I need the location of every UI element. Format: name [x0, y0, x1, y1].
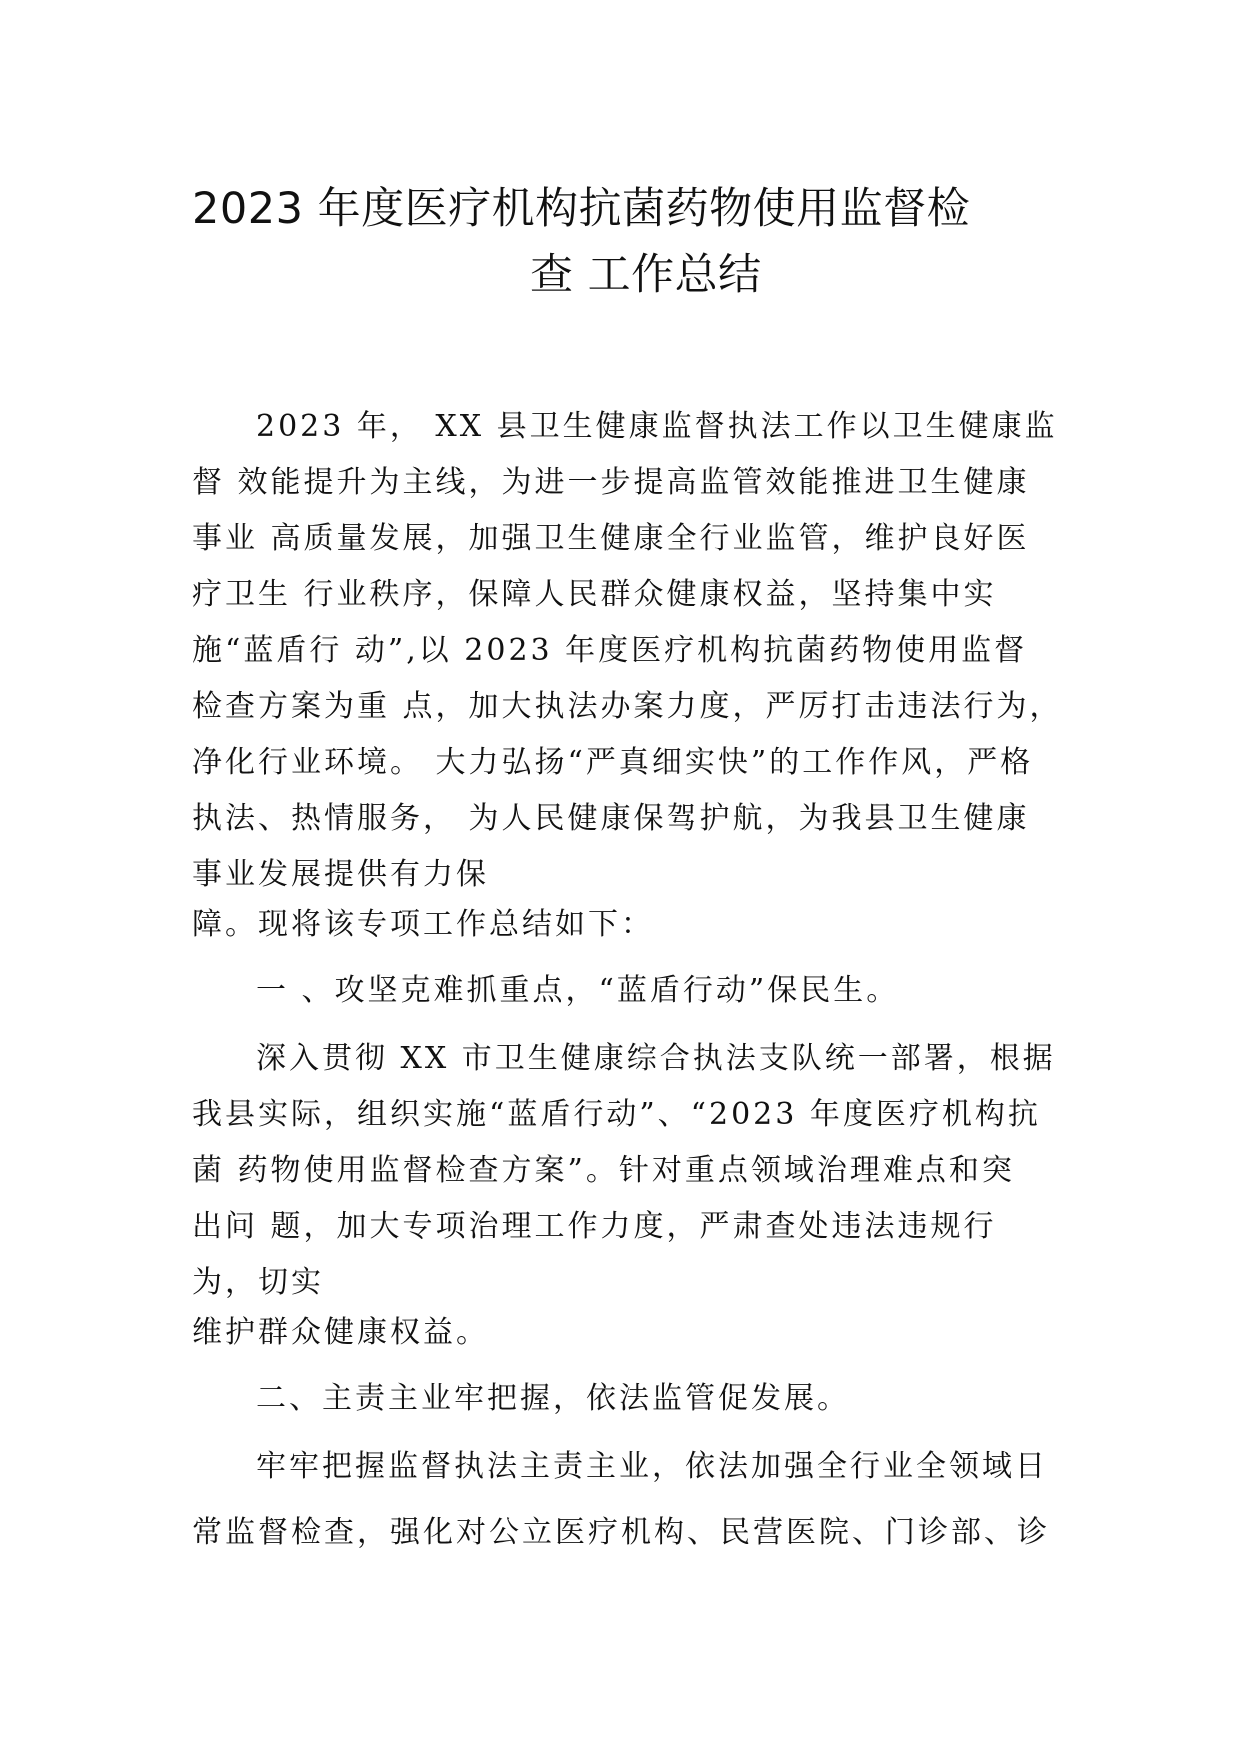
paragraph-1-line-8: 执法、热情服务， 为人民健康保驾护航，为我县卫生健康	[192, 801, 1030, 836]
paragraph-1-line-2: 督 效能提升为主线，为进一步提高监管效能推进卫生健康	[192, 465, 1030, 500]
section-heading-2: 二、主责主业牢把握，依法监管促发展。	[256, 1381, 850, 1416]
section-heading-1: 一 、攻坚克难抓重点，“蓝盾行动”保民生。	[256, 973, 900, 1008]
paragraph-1-line-6: 检查方案为重 点，加大执法办案力度，严厉打击违法行为，	[192, 689, 1063, 724]
paragraph-2-line-6: 维护群众健康权益。	[192, 1315, 489, 1350]
paragraph-2-line-5: 为，切实	[192, 1265, 324, 1300]
document-title-line-1: 2023 年度医疗机构抗菌药物使用监督检	[192, 184, 971, 234]
paragraph-1-line-9: 事业发展提供有力保	[192, 857, 489, 892]
paragraph-2-line-1: 深入贯彻 XX 市卫生健康综合执法支队统一部署，根据	[256, 1041, 1056, 1076]
paragraph-1-line-1: 2023 年， XX 县卫生健康监督执法工作以卫生健康监	[256, 409, 1058, 444]
paragraph-2-line-4: 出问 题，加大专项治理工作力度，严肃查处违法违规行	[192, 1209, 997, 1244]
paragraph-1-line-3: 事业 高质量发展，加强卫生健康全行业监管，维护良好医	[192, 521, 1030, 556]
paragraph-3-line-1: 牢牢把握监督执法主责主业，依法加强全行业全领域日	[256, 1449, 1048, 1484]
paragraph-1-line-7: 净化行业环境。 大力弘扬“严真细实快”的工作作风，严格	[192, 745, 1034, 780]
paragraph-3-line-2: 常监督检查，强化对公立医疗机构、民营医院、门诊部、诊	[192, 1515, 1050, 1550]
paragraph-1-line-4: 疗卫生 行业秩序，保障人民群众健康权益，坚持集中实	[192, 577, 997, 612]
document-title-line-2: 查 工作总结	[530, 250, 762, 300]
paragraph-1-line-5: 施“蓝盾行 动”,以 2023 年度医疗机构抗菌药物使用监督	[192, 633, 1028, 668]
paragraph-1-line-10: 障。现将该专项工作总结如下：	[192, 907, 654, 942]
paragraph-2-line-2: 我县实际，组织实施“蓝盾行动”、“2023 年度医疗机构抗	[192, 1097, 1041, 1132]
paragraph-2-line-3: 菌 药物使用监督检查方案”。针对重点领域治理难点和突	[192, 1153, 1015, 1188]
